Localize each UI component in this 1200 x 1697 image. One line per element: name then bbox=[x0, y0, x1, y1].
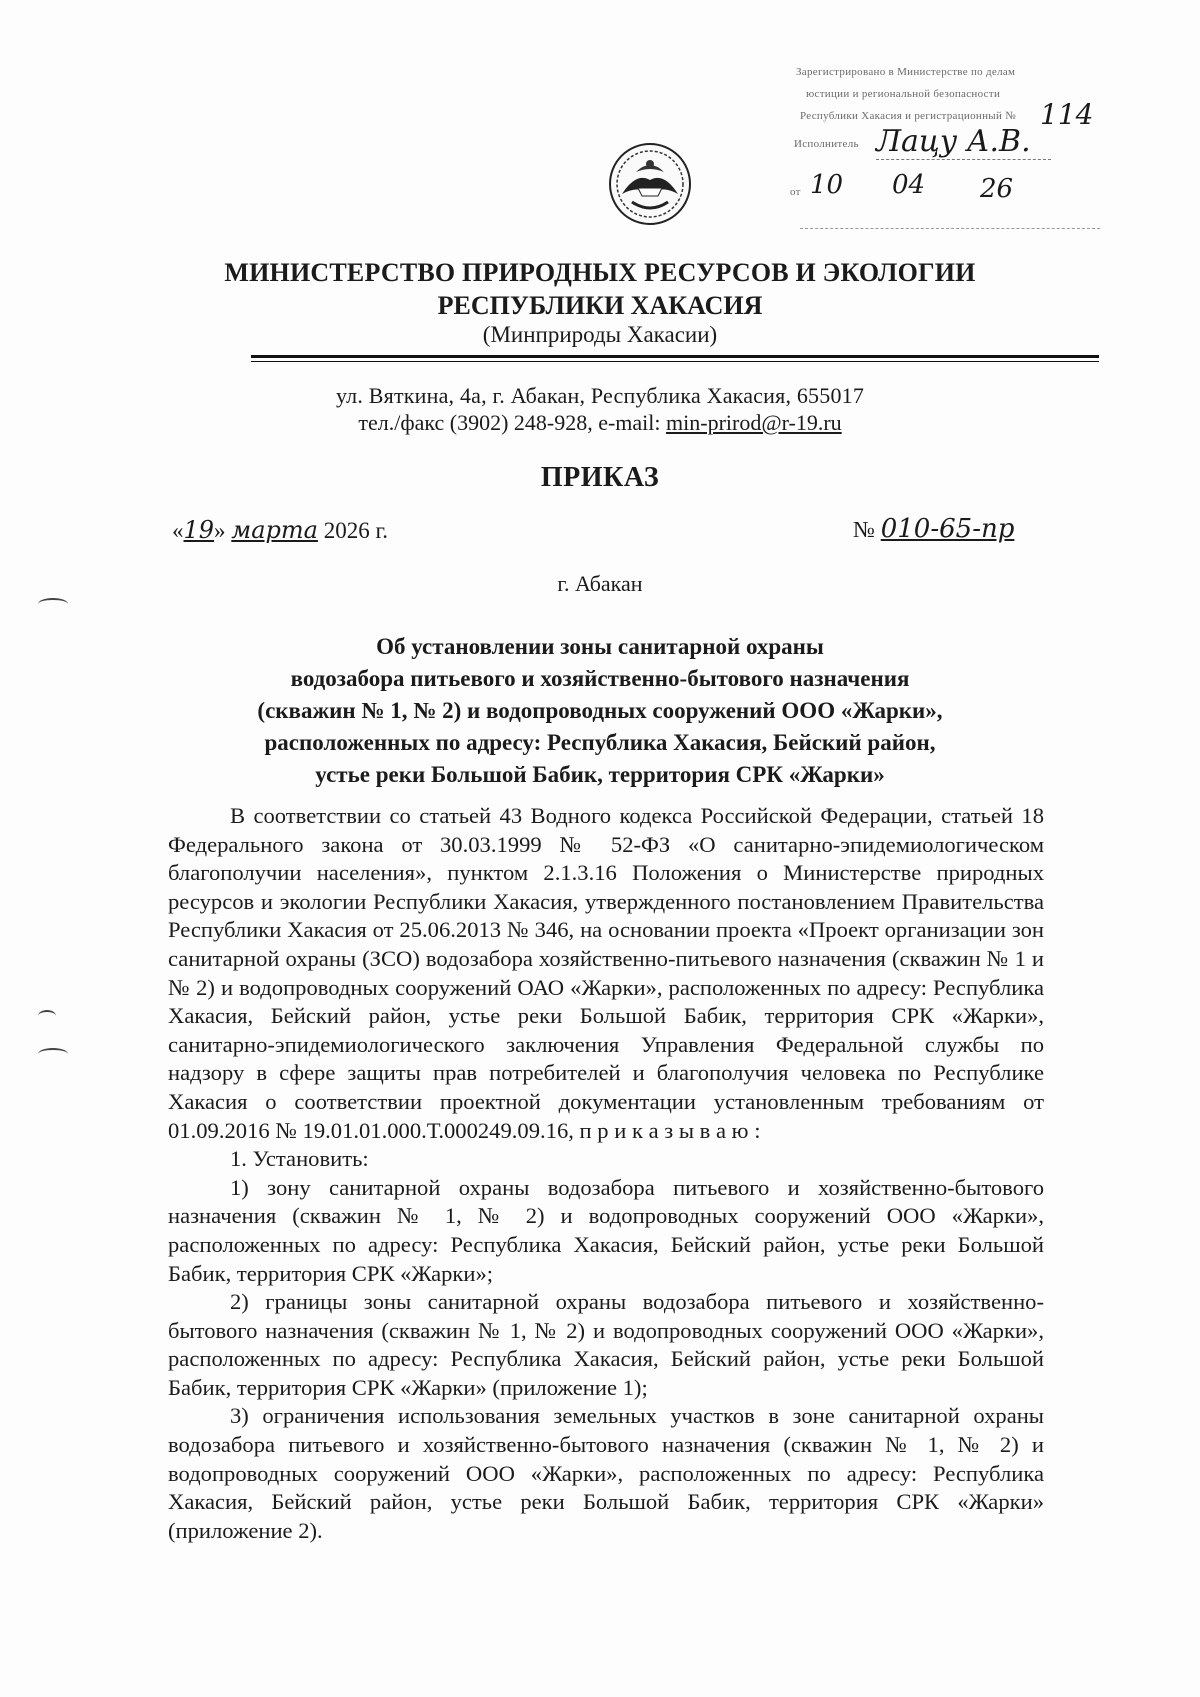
khakassia-coat-of-arms-icon bbox=[608, 142, 692, 226]
ministry-name-line2: РЕСПУБЛИКИ ХАКАСИЯ bbox=[437, 291, 763, 320]
title-line: расположенных по адресу: Республика Хакасия, Бейский район, bbox=[264, 730, 936, 755]
date-year: 2026 г. bbox=[323, 518, 389, 543]
margin-mark bbox=[38, 1010, 56, 1022]
order-subitem-3: 3) ограничения использования земельных участков в зоне санитарной охраны водозабора питьевого и хозяйственно-бытового назначения (скважин № 1, № 2) и водопроводных сооружений ООО «Жарки», расположенных по адресу: Республика Хакасия, Бейский район, устье реки Большой Бабик, территория СРК «Жарки» (приложение 2). bbox=[168, 1403, 1044, 1543]
order-number bbox=[853, 514, 1046, 544]
title-line: Об установлении зоны санитарной охраны bbox=[376, 634, 824, 659]
document-type: ПРИКАЗ bbox=[540, 462, 660, 493]
number-value: 010-65-пр bbox=[880, 514, 1015, 544]
stamp-date-year: 26 bbox=[980, 174, 1014, 204]
header-rule-thin bbox=[251, 361, 1099, 362]
order-subitem-1: 1) зону санитарной охраны водозабора питьевого и хозяйственно-бытового назначения (скважин № 1, № 2) и водопроводных сооружений ООО «Жарки», расположенных по адресу: Республика Хакасия, Бейский район, устье реки Большой Бабик, территория СРК «Жарки»; bbox=[168, 1174, 1044, 1286]
registration-stamp bbox=[790, 62, 1120, 252]
date-close-quote: » bbox=[214, 518, 226, 543]
stamp-reg-number: 114 bbox=[1040, 98, 1094, 131]
margin-mark bbox=[38, 1048, 68, 1060]
title-line: (скважин № 1, № 2) и водопроводных сооружений ООО «Жарки», bbox=[257, 698, 943, 723]
stamp-line: Республики Хакасия и регистрационный № bbox=[800, 110, 1016, 122]
stamp-line: Зарегистрировано в Министерстве по делам bbox=[796, 66, 1016, 78]
number-label: № bbox=[853, 517, 875, 542]
order-date bbox=[172, 516, 388, 544]
ministry-name-line1: МИНИСТЕРСТВО ПРИРОДНЫХ РЕСУРСОВ И ЭКОЛОГИИ bbox=[224, 258, 976, 287]
title-line: устье реки Большой Бабик, территория СРК «Жарки» bbox=[315, 762, 885, 787]
order-title bbox=[0, 631, 1200, 791]
stamp-line: от bbox=[790, 186, 801, 198]
stamp-line: юстиции и региональной безопасности bbox=[806, 88, 1001, 100]
stamp-date-day: 10 bbox=[810, 170, 844, 200]
stamp-signature: Лацу А.В. bbox=[876, 124, 1051, 160]
stamp-divider bbox=[800, 228, 1100, 229]
order-body bbox=[168, 802, 1044, 1545]
header-rule-thick bbox=[251, 355, 1099, 358]
email-link[interactable]: min-prirod@r-19.ru bbox=[666, 410, 842, 435]
title-line: водозабора питьевого и хозяйственно-бытового назначения bbox=[290, 666, 910, 691]
preamble-paragraph: В соответствии со статьей 43 Водного кодекса Российской Федерации, статьей 18 Федерального закона от 30.03.1999 № 52-ФЗ «О санитарно-эпидемиологическом благополучии населения», пунктом 2.1.3.16 Положения о Министерстве природных ресурсов и экологии Республики Хакасия, утвержденного постановлением Правительства Республики Хакасия от 25.06.2013 № 346, на основании проекта «Проект организации зон санитарной охраны (ЗСО) водозабора хозяйственно-питьевого назначения (скважин № 1 и № 2) и водопроводных сооружений ОАО «Жарки», расположенных по адресу: Республика Хакасия, Бейский район, устье реки Большой Бабик, территория СРК «Жарки», санитарно-эпидемиологического заключения Управления Федеральной службы по надзору в сфере защиты прав потребителей и благополучия человека по Республике Хакасия о соответствии проектной документации установленным требованиям от 01.09.2016 № 19.01.01.000.Т.000249.09.16, п р и к а з ы в а ю : bbox=[168, 803, 1044, 1143]
ministry-contacts bbox=[0, 410, 1200, 436]
contacts-phone: тел./факс (3902) 248-928, e-mail: bbox=[358, 410, 667, 435]
order-item-1: 1. Установить: bbox=[230, 1146, 369, 1172]
date-month: марта bbox=[231, 516, 318, 544]
margin-mark bbox=[38, 598, 68, 610]
ministry-short-name: (Минприроды Хакасии) bbox=[482, 322, 718, 347]
city: г. Абакан bbox=[557, 571, 643, 596]
stamp-line: Исполнитель bbox=[794, 138, 859, 150]
order-subitem-2: 2) границы зоны санитарной охраны водозабора питьевого и хозяйственно-бытового назначения (скважин № 1, № 2) и водопроводных сооружений ООО «Жарки», расположенных по адресу: Республика Хакасия, Бейский район, устье реки Большой Бабик, территория СРК «Жарки» (приложение 1); bbox=[168, 1289, 1044, 1400]
date-open-quote: « bbox=[172, 518, 184, 543]
date-day: 19 bbox=[183, 516, 215, 544]
stamp-date-month: 04 bbox=[892, 170, 926, 200]
ministry-address: ул. Вяткина, 4а, г. Абакан, Республика Хакасия, 655017 bbox=[335, 383, 865, 408]
